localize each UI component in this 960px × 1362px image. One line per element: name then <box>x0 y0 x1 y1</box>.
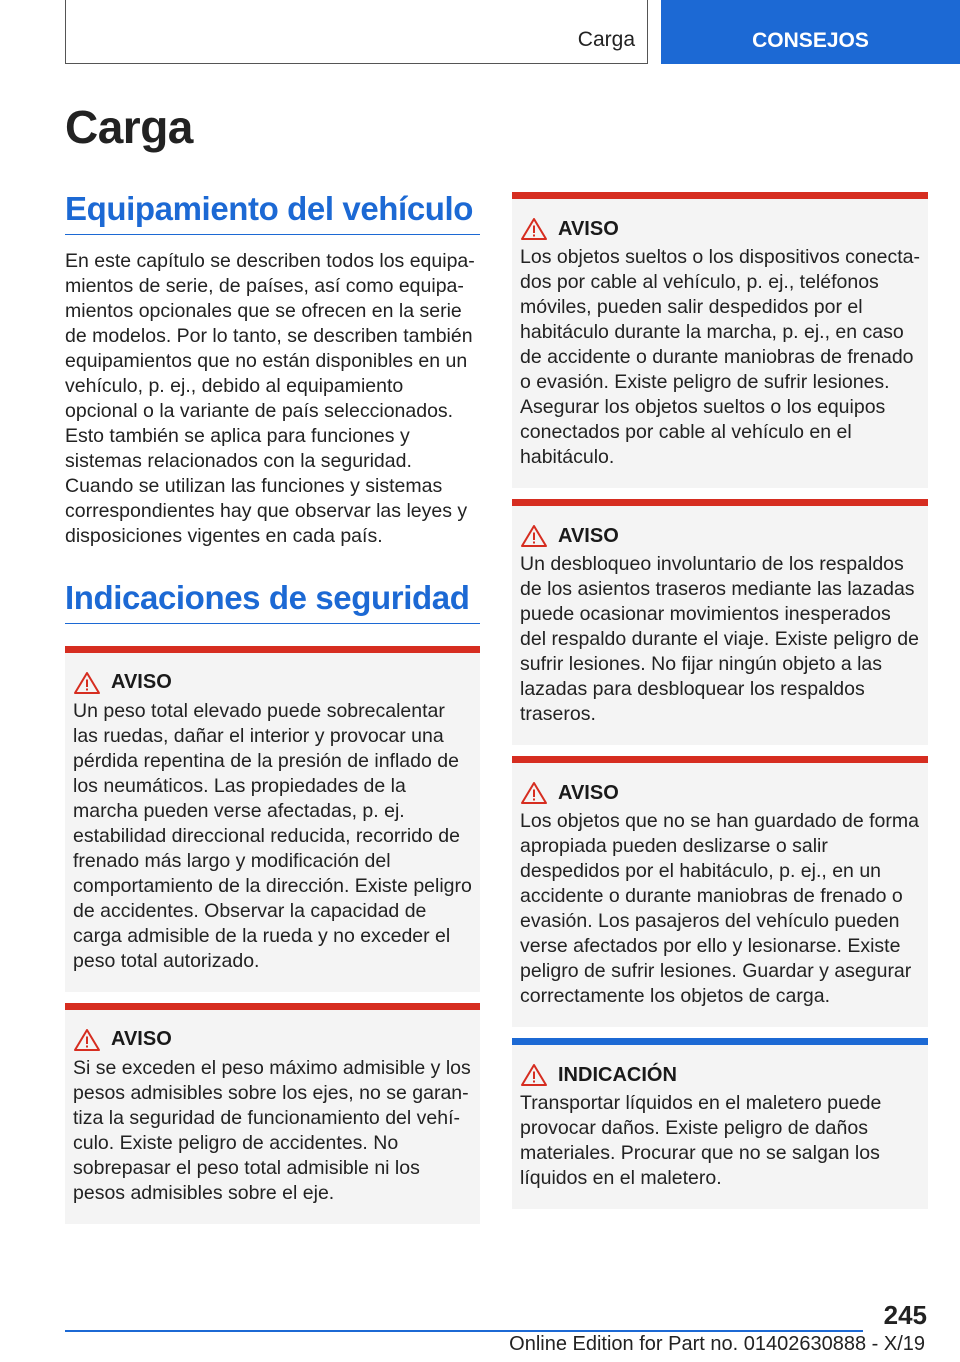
notice-title: INDICACIÓN <box>558 1063 677 1086</box>
notice-title: AVISO <box>558 524 619 547</box>
left-column <box>65 190 480 1235</box>
warning-notice <box>65 646 480 992</box>
notice-text: Un peso total elevado puede sobrecalentar las ruedas, dañar el interior y provocar una pérdida repentina de la presión de inflado de los neumáticos. Las propiedades de la marcha pueden verse afectadas, p. ej. estabilidad direccional reducida, recorrido de frenado más largo y modificación del comportamiento de la dirección. Existe peligro de accidentes. Observar la capacidad de carga admisible de la rueda y no exceder el peso total autorizado. <box>73 699 472 972</box>
warning-triangle-icon <box>73 671 101 695</box>
notice-title: AVISO <box>558 217 619 240</box>
notice-text: Si se exceden el peso máximo admisible y los pesos admisibles sobre los ejes, no se garantiza la seguridad de funcionamiento del vehículo. Existe peligro de accidentes. No sobrepasar el peso total admisible ni los pesos admisibles sobre el eje. <box>73 1056 471 1204</box>
warning-triangle-icon <box>520 781 548 805</box>
warning-notice <box>512 499 928 745</box>
warning-triangle-icon <box>520 1063 548 1087</box>
notice-text: Un desbloqueo involuntario de los respaldos de los asientos traseros mediante las lazadas puede ocasionar movimientos inesperados del respaldo durante el viaje. Existe peligro de sufrir lesiones. No fijar ningún objeto a las lazadas para desbloquear los respaldos traseros. <box>520 553 919 725</box>
section-heading-safety: Indicaciones de seguridad <box>65 579 480 624</box>
header-section-title: Carga <box>577 28 635 51</box>
intro-paragraph: En este capítulo se describen todos los equipamientos de serie, de países, así como equipamientos opcionales que se ofrecen en la serie de modelos. Por lo tanto, se describen también equipamientos que no están disponibles en un vehículo, p. ej., debido al equipamiento opcional o la variante de país seleccionados. Esto también se aplica para funciones y sistemas relacionados con la seguridad. Cuando se utilizan las funciones y sistemas correspondientes hay que observar las leyes y disposiciones vigentes en cada país. <box>65 249 475 547</box>
warning-notice <box>65 1003 480 1224</box>
warning-triangle-icon <box>73 1028 101 1052</box>
warning-notice <box>512 192 928 488</box>
notice-text: Transportar líquidos en el maletero puede provocar daños. Existe peligro de daños materiales. Procurar que no se salgan los líquidos en el maletero. <box>520 1092 882 1189</box>
warning-triangle-icon <box>520 217 548 241</box>
notice-title: AVISO <box>111 1028 172 1051</box>
footer-divider <box>65 1330 863 1332</box>
header-section-box <box>65 0 648 64</box>
info-notice <box>512 1038 928 1209</box>
right-column <box>512 192 928 1220</box>
notice-text: Los objetos sueltos o los dispositivos conectados por cable al vehículo, p. ej., teléfonos móviles, pueden salir despedidos por el habitáculo durante la marcha, p. ej., en caso de accidente o durante maniobras de frenado o evasión. Existe peligro de sufrir lesiones. Asegurar los objetos sueltos o los equipos conectados por cable al vehículo en el habitáculo. <box>520 246 920 468</box>
section-heading-equipment: Equipamiento del vehículo <box>65 190 480 235</box>
notice-text: Los objetos que no se han guardado de forma apropiada pueden deslizarse o salir despedidos por el habitáculo, p. ej., en un accidente o durante maniobras de frenado o evasión. Los pasajeros del vehículo pueden verse afectados por ello y lesionarse. Existe peligro de sufrir lesiones. Guardar y asegurar correctamente los objetos de carga. <box>520 810 919 1007</box>
page-title: Carga <box>65 101 193 153</box>
page-number: 245 <box>883 1300 927 1330</box>
footer-edition: Online Edition for Part no. 01402630888 - X/19 <box>509 1333 925 1355</box>
notice-title: AVISO <box>558 781 619 804</box>
warning-triangle-icon <box>520 524 548 548</box>
warning-notice <box>512 756 928 1027</box>
header-chapter-tab[interactable]: CONSEJOS <box>661 0 960 64</box>
notice-title: AVISO <box>111 671 172 694</box>
